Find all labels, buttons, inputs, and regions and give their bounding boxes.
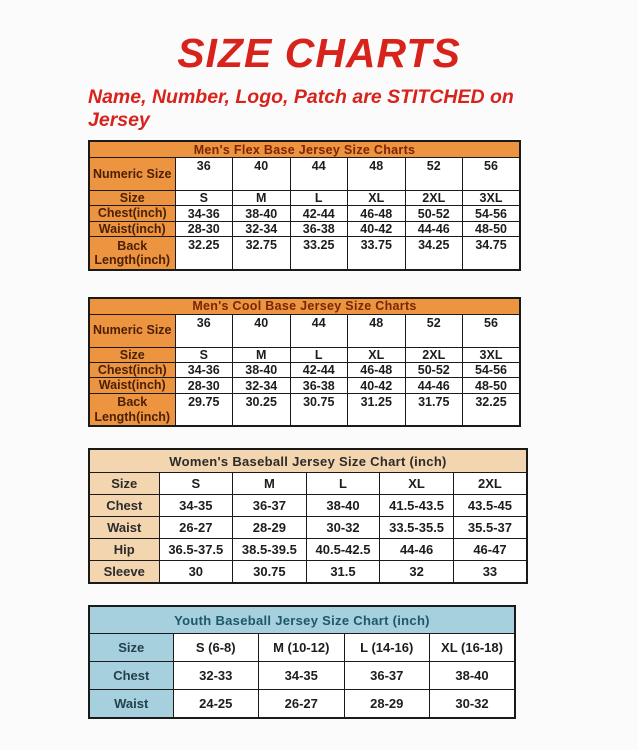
row-label: Chest: [89, 495, 159, 517]
size-cell: M: [233, 347, 291, 362]
size-cell: 38-40: [306, 495, 380, 517]
size-cell: 42-44: [290, 363, 348, 378]
size-cell: XL: [380, 473, 454, 495]
size-cell: 50-52: [405, 363, 463, 378]
size-cell: 31.25: [348, 393, 406, 426]
size-cell: 32-34: [233, 221, 291, 236]
size-cell: 2XL: [405, 347, 463, 362]
size-cell: 2XL: [405, 191, 463, 206]
size-cell: 33.25: [290, 237, 348, 270]
row-label: Sleeve: [89, 561, 159, 583]
size-cell: 34.25: [405, 237, 463, 270]
size-cell: L: [290, 347, 348, 362]
size-cell: 42-44: [290, 206, 348, 221]
size-cell: 28-29: [344, 690, 430, 718]
row-label: Waist(inch): [89, 378, 175, 393]
size-cell: 36: [175, 158, 233, 191]
row-label: Waist(inch): [89, 221, 175, 236]
row-label: Waist: [89, 517, 159, 539]
size-cell: 3XL: [463, 191, 521, 206]
mens-flex-base-title: Men's Flex Base Jersey Size Charts: [89, 141, 520, 158]
size-cell: L (14-16): [344, 634, 430, 662]
row-label: Size: [89, 634, 173, 662]
size-cell: 40-42: [348, 221, 406, 236]
size-cell: M (10-12): [259, 634, 345, 662]
size-cell: 40: [233, 158, 291, 191]
size-cell: 36-37: [233, 495, 307, 517]
size-cell: 3XL: [463, 347, 521, 362]
size-cell: M: [233, 473, 307, 495]
size-cell: 28-29: [233, 517, 307, 539]
size-cell: S: [175, 191, 233, 206]
size-cell: 54-56: [463, 363, 521, 378]
size-cell: 38-40: [233, 363, 291, 378]
size-cell: 44-46: [405, 221, 463, 236]
size-cell: 32.75: [233, 237, 291, 270]
size-cell: 36-38: [290, 378, 348, 393]
row-label: Size: [89, 347, 175, 362]
womens-baseball-title: Women's Baseball Jersey Size Chart (inch): [89, 449, 527, 473]
size-cell: XL: [348, 191, 406, 206]
size-cell: 30.75: [290, 393, 348, 426]
size-cell: 50-52: [405, 206, 463, 221]
size-cell: L: [306, 473, 380, 495]
row-label: Numeric Size: [89, 158, 175, 191]
youth-baseball-title: Youth Baseball Jersey Size Chart (inch): [89, 606, 515, 634]
size-cell: 28-30: [175, 221, 233, 236]
size-cell: 33: [453, 561, 527, 583]
size-cell: 26-27: [259, 690, 345, 718]
mens-cool-base-size-table: [88, 297, 521, 428]
size-cell: 36-38: [290, 221, 348, 236]
row-label: Hip: [89, 539, 159, 561]
size-cell: 34.75: [463, 237, 521, 270]
size-cell: 32-33: [173, 662, 259, 690]
size-cell: 36: [175, 314, 233, 347]
size-cell: 48-50: [463, 378, 521, 393]
size-cell: 40.5-42.5: [306, 539, 380, 561]
size-cell: 32.25: [463, 393, 521, 426]
size-cell: 35.5-37: [453, 517, 527, 539]
size-cell: 48-50: [463, 221, 521, 236]
size-cell: M: [233, 191, 291, 206]
size-cell: 41.5-43.5: [380, 495, 454, 517]
size-cell: 34-36: [175, 363, 233, 378]
size-cell: 48: [348, 158, 406, 191]
size-cell: 34-35: [259, 662, 345, 690]
womens-baseball-size-table: [88, 448, 528, 584]
row-label: Chest(inch): [89, 363, 175, 378]
size-cell: S: [159, 473, 233, 495]
size-cell: 28-30: [175, 378, 233, 393]
size-cell: 24-25: [173, 690, 259, 718]
size-cell: 30: [159, 561, 233, 583]
size-cell: 46-47: [453, 539, 527, 561]
size-cell: 30.25: [233, 393, 291, 426]
size-cell: 34-36: [175, 206, 233, 221]
row-label: Size: [89, 191, 175, 206]
page-title: SIZE CHARTS: [177, 30, 461, 76]
size-cell: 36.5-37.5: [159, 539, 233, 561]
row-label: Back Length(inch): [89, 237, 175, 270]
row-label: Size: [89, 473, 159, 495]
size-cell: 43.5-45: [453, 495, 527, 517]
size-cell: 40: [233, 314, 291, 347]
row-label: Chest(inch): [89, 206, 175, 221]
mens-cool-base-title: Men's Cool Base Jersey Size Charts: [89, 298, 520, 315]
size-cell: 44: [290, 158, 348, 191]
youth-baseball-size-table: [88, 605, 516, 719]
size-cell: 38.5-39.5: [233, 539, 307, 561]
size-cell: S (6-8): [173, 634, 259, 662]
mens-flex-base-size-table: [88, 140, 521, 271]
size-cell: 44: [290, 314, 348, 347]
size-cell: 44-46: [405, 378, 463, 393]
size-cell: 30-32: [430, 690, 516, 718]
size-cell: 32: [380, 561, 454, 583]
size-cell: 31.75: [405, 393, 463, 426]
size-cell: 36-37: [344, 662, 430, 690]
size-cell: 32-34: [233, 378, 291, 393]
size-cell: XL (16-18): [430, 634, 516, 662]
size-cell: 44-46: [380, 539, 454, 561]
size-cell: 54-56: [463, 206, 521, 221]
size-cell: 32.25: [175, 237, 233, 270]
size-cell: L: [290, 191, 348, 206]
size-cell: 2XL: [453, 473, 527, 495]
size-cell: 30.75: [233, 561, 307, 583]
size-cell: 38-40: [430, 662, 516, 690]
size-cell: 52: [405, 158, 463, 191]
row-label: Chest: [89, 662, 173, 690]
size-cell: 52: [405, 314, 463, 347]
size-cell: 33.5-35.5: [380, 517, 454, 539]
size-cell: 46-48: [348, 206, 406, 221]
size-cell: 26-27: [159, 517, 233, 539]
size-cell: 34-35: [159, 495, 233, 517]
size-cell: 40-42: [348, 378, 406, 393]
row-label: Waist: [89, 690, 173, 718]
row-label: Back Length(inch): [89, 393, 175, 426]
size-cell: 48: [348, 314, 406, 347]
stitched-note: Name, Number, Logo, Patch are STITCHED on Jersey: [88, 86, 514, 131]
size-cell: 31.5: [306, 561, 380, 583]
size-cell: 46-48: [348, 363, 406, 378]
size-cell: 56: [463, 158, 521, 191]
size-cell: XL: [348, 347, 406, 362]
size-cell: 56: [463, 314, 521, 347]
size-cell: 30-32: [306, 517, 380, 539]
size-cell: 33.75: [348, 237, 406, 270]
size-cell: 29.75: [175, 393, 233, 426]
row-label: Numeric Size: [89, 314, 175, 347]
size-cell: S: [175, 347, 233, 362]
size-cell: 38-40: [233, 206, 291, 221]
